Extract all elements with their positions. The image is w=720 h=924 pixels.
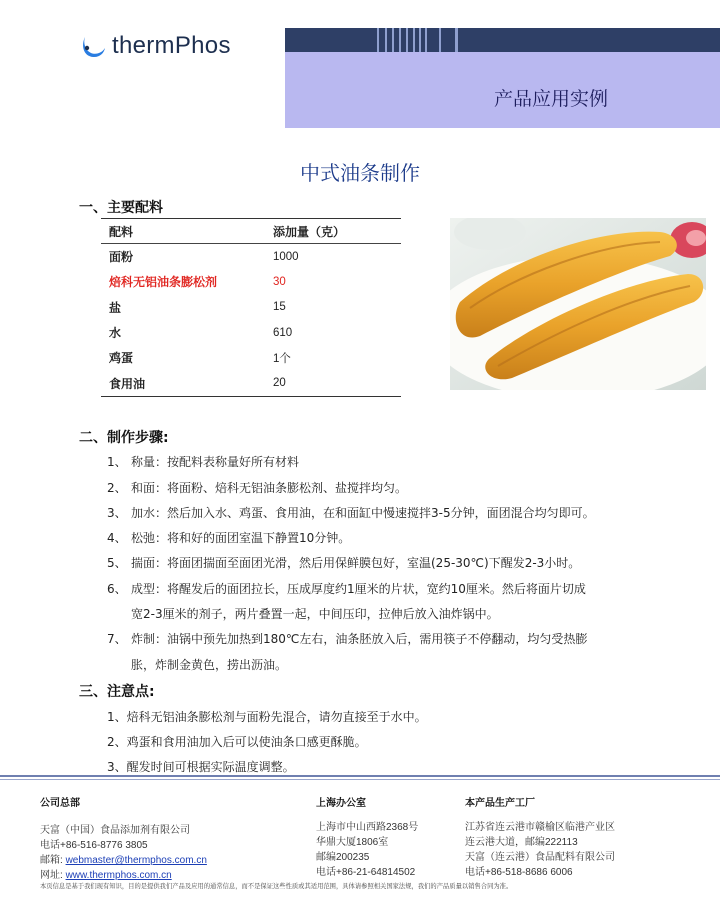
footer-factory-line: 连云港大道，邮编222113 [465,837,578,848]
table-row [101,295,401,320]
step-text-continued: 宽2-3厘米的剂子，两片叠置一起，中间压印，拉伸后放入油炸锅中。 [131,607,499,621]
footer-factory-line: 天富（连云港）食品配料有限公司 [465,852,615,863]
section-heading-notes: 三、注意点: [79,684,155,700]
note-item: 2、鸡蛋和食用油加入后可以使油条口感更酥脆。 [107,735,367,749]
website-link[interactable]: www.thermphos.com.cn [65,870,172,881]
section-heading-ingredients: 一、主要配料 [79,200,163,216]
column-header-ingredient: 配料 [101,219,265,244]
step-number: 7、 [107,632,127,646]
step-text: 加水：然后加入水、鸡蛋、食用油，在和面缸中慢速搅拌3-5分钟，面团混合均匀即可。 [131,506,595,520]
ingredient-table [101,218,401,397]
step-item [107,554,580,571]
section-heading-steps: 二、制作步骤: [79,430,169,446]
step-item [107,529,350,546]
step-item [107,504,595,521]
table-row [101,244,401,270]
step-number: 5、 [107,556,127,570]
header-stripe-band [285,28,720,52]
table-header-row [101,219,401,244]
note-item: 1、焙科无铝油条膨松剂与面粉先混合，请勿直接至于水中。 [107,710,427,724]
footer-factory-line: 江苏省连云港市赣榆区临港产业区 [465,822,615,833]
ingredient-amount: 30 [273,275,286,288]
step-text: 揣面：将面团揣面至面团光滑，然后用保鲜膜包好，室温(25-30℃)下醒发2-3小时。 [131,556,581,570]
footer-shanghai-line: 上海市中山西路2368号 [316,822,419,833]
ingredient-amount: 15 [273,301,286,314]
step-number: 1、 [107,455,127,469]
footer-hq-company: 天富（中国）食品添加剂有限公司 [40,825,190,836]
ingredient-amount: 1个 [273,352,291,365]
step-item [107,453,299,470]
banner-title: 产品应用实例 [493,88,608,110]
step-item [107,479,407,496]
step-number: 6、 [107,582,127,596]
footer-shanghai-line: 华鼎大厦1806室 [316,837,389,848]
email-label: 邮箱: [40,855,63,866]
table-row [101,320,401,345]
footer-shanghai-title: 上海办公室 [316,798,366,809]
ingredient-name: 面粉 [109,250,134,265]
ingredient-amount: 610 [273,326,293,339]
footer-factory-line: 电话+86-518-8686 6006 [465,867,573,878]
step-number: 4、 [107,531,127,545]
step-text: 成型：将醒发后的面团拉长，压成厚度约1厘米的片状，宽约10厘米。然后将面片切成 [131,582,586,596]
footer-divider [0,775,720,777]
footer-hq-title: 公司总部 [40,798,80,809]
ingredient-name: 鸡蛋 [109,351,134,366]
footer-divider-thin [0,779,720,780]
ingredient-name: 水 [109,326,122,341]
document-title: 中式油条制作 [300,161,420,185]
youtiao-photo [450,218,706,390]
step-item [107,630,587,647]
step-text: 和面：将面粉、焙科无铝油条膨松剂、盐搅拌均匀。 [131,481,408,495]
note-item: 3、醒发时间可根据实际温度调整。 [107,760,295,774]
footer-shanghai-line: 邮编200235 [316,852,370,863]
thermphos-logo [80,28,231,64]
step-number: 2、 [107,481,127,495]
step-item [107,580,586,597]
footer-hq-web-row [40,866,172,881]
step-text: 炸制：油锅中预先加热到180℃左右，油条胚放入后，需用筷子不停翻动，均匀受热膨 [131,632,588,646]
ingredient-amount: 1000 [273,250,299,263]
step-text: 松弛：将和好的面团室温下静置10分钟。 [131,531,351,545]
logo-text: thermPhos [112,32,231,59]
footer-disclaimer: 本页信息是基于我们现有知识，目的是提供我们产品及应用的通常信息，而不是保证这些性质或其适用范围，具体请参照相关国家法规，我们的产品质量以销售合同为准。 [40,883,513,890]
logo-swoosh-icon [80,29,106,63]
footer-hq-phone: 电话+86-516-8776 3805 [40,840,148,851]
step-number: 3、 [107,506,127,520]
step-text: 称量：按配料表称量好所有材料 [131,455,300,469]
footer-factory-title: 本产品生产工厂 [465,798,535,809]
ingredient-name: 盐 [109,300,122,315]
footer-hq-email-row [40,851,207,866]
email-link[interactable]: webmaster@thermphos.com.cn [65,855,207,866]
table-row-highlighted [101,269,401,294]
ingredient-amount: 20 [265,370,401,396]
table-row [101,345,401,370]
step-text-continued: 胀，炸制金黄色，捞出沥油。 [131,658,288,672]
web-label: 网址: [40,870,63,881]
ingredient-name: 食用油 [101,370,265,396]
column-header-amount: 添加量（克） [265,219,401,244]
ingredient-name: 焙科无铝油条膨松剂 [109,275,218,290]
footer-shanghai-line: 电话+86-21-64814502 [316,867,416,878]
table-row [101,370,401,396]
